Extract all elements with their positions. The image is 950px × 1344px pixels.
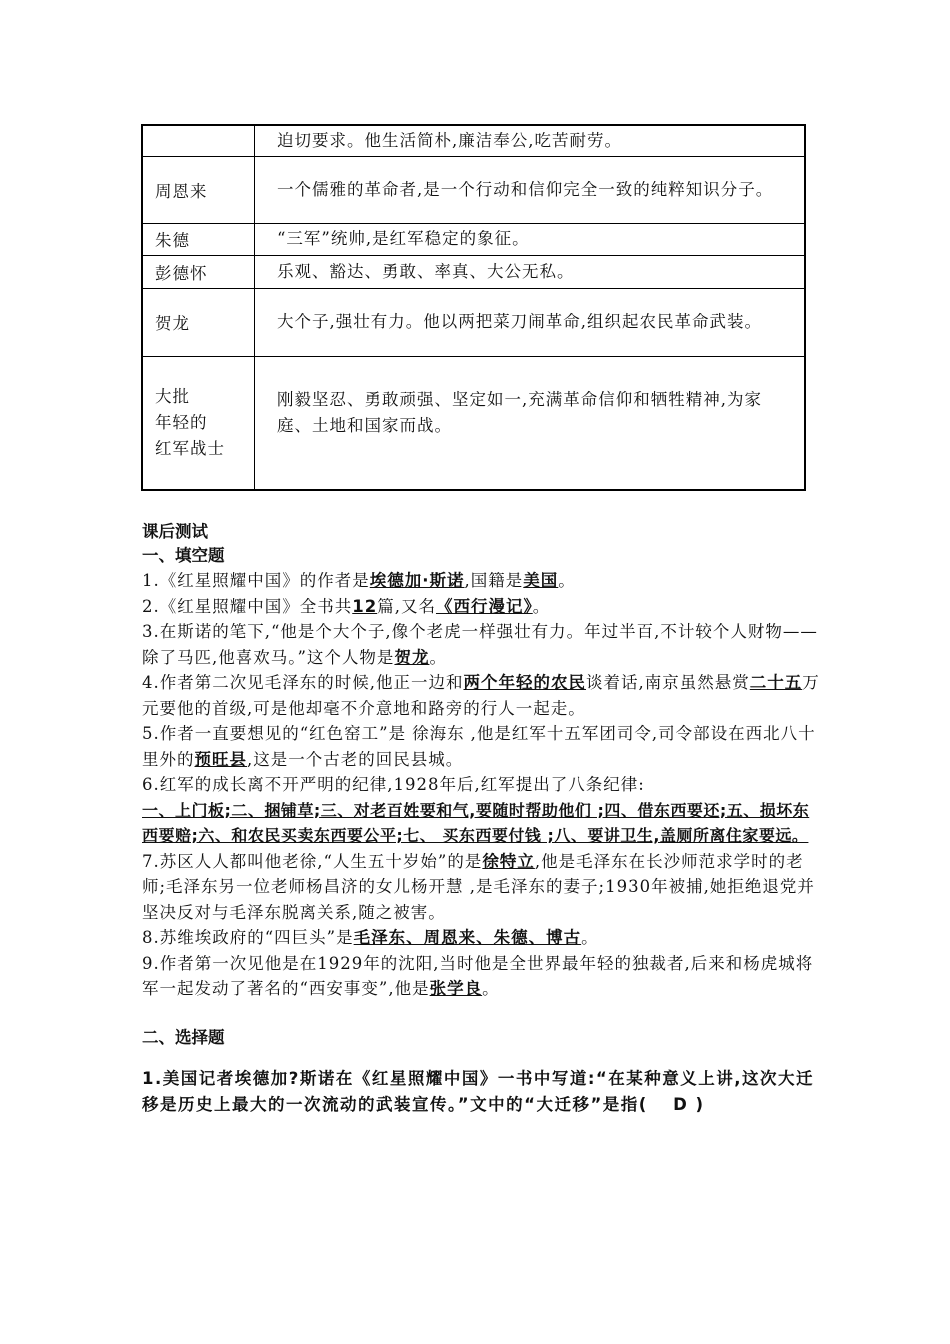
question-7: 7.苏区人人都叫他老徐,“人生五十岁始”的是徐特立,他是毛泽东在长沙师范求学时的老师;毛泽东另一位老师杨昌济的女儿杨开慧 ,是毛泽东的妻子;1930年被捕,她拒绝退党并坚决反对与毛泽东脱离关系,随之被害。	[142, 851, 815, 922]
table-row	[142, 255, 805, 288]
character-name: 彭德怀	[142, 255, 255, 288]
answer: 徐海东	[412, 724, 465, 743]
character-description: “三军”统帅,是红军稳定的象征。	[255, 223, 806, 255]
answer: 毛泽东、周恩来、朱德、博古	[353, 928, 582, 947]
table-row	[142, 288, 805, 356]
question-1: 1.《红星照耀中国》的作者是埃德加·斯诺,国籍是美国。	[142, 571, 576, 590]
question-5: 5.作者一直要想见的“红色窑工”是 徐海东 ,他是红军十五军团司令,司令部设在西北八十里外的预旺县,这是一个古老的回民县城。	[142, 724, 816, 769]
question-9: 9.作者第一次见他是在1929年的沈阳,当时他是全世界最年轻的独裁者,后来和杨虎城将军一起发动了著名的“西安事变”,他是张学良。	[142, 953, 814, 998]
question-6: 6.红军的成长离不开严明的纪律,1928年后,红军提出了八条纪律:	[142, 775, 645, 794]
character-name: 贺龙	[142, 288, 255, 356]
table-row	[142, 356, 805, 490]
answer: 贺龙	[394, 647, 430, 667]
table-row	[142, 156, 805, 223]
answer-eight-rules: 一、上门板;二、捆铺草;三、对老百姓要和气,要随时帮助他们 ;四、借东西要还;五、损坏东西要赔;六、和农民买卖东西要公平;七、 买东西要付钱 ;八、要讲卫生,盖厕所离住家要远。	[142, 800, 810, 845]
character-description: 迫切要求。他生活简朴,廉洁奉公,吃苦耐劳。	[255, 125, 806, 156]
table-row	[142, 125, 805, 156]
character-description: 刚毅坚忍、勇敢顽强、坚定如一,充满革命信仰和牺牲精神,为家庭、土地和国家而战。	[255, 356, 806, 490]
answer: 二十五	[749, 673, 803, 692]
character-name: 大批 年轻的 红军战士	[142, 356, 255, 490]
post-class-test	[142, 520, 822, 1134]
answer: 张学良	[429, 979, 483, 998]
character-table	[141, 124, 806, 491]
character-description: 一个儒雅的革命者,是一个行动和信仰完全一致的纯粹知识分子。	[255, 156, 806, 223]
question-2: 2.《红星照耀中国》全书共12篇,又名《西行漫记》。	[142, 596, 551, 616]
character-name: 朱德	[142, 223, 255, 255]
answer: 徐特立	[482, 851, 535, 871]
section-fill-in-blank: 一、填空题	[142, 546, 225, 565]
answer: 美国	[523, 571, 559, 590]
character-name: 周恩来	[142, 156, 255, 223]
answer: 两个年轻的农民	[463, 673, 586, 692]
mc-question-1: 1.美国记者埃德加?斯诺在《红星照耀中国》一书中写道:“在某种意义上讲,这次大迁移是历史上最大的一次流动的武装宣传。”文中的“大迁移”是指( D )	[142, 1069, 815, 1114]
question-8: 8.苏维埃政府的“四巨头”是毛泽东、周恩来、朱德、博古。	[142, 928, 599, 947]
section-multiple-choice: 二、选择题	[142, 1027, 225, 1047]
character-name	[142, 125, 255, 156]
question-3: 3.在斯诺的笔下,“他是个大个子,像个老虎一样强壮有力。年过半百,不计较个人财物——除了马匹,他喜欢马。”这个人物是贺龙。	[142, 622, 818, 667]
table-row	[142, 223, 805, 255]
answer: 12	[352, 596, 378, 616]
answer: 预旺县	[194, 749, 247, 769]
character-description: 大个子,强壮有力。他以两把菜刀闹革命,组织起农民革命武装。	[255, 288, 806, 356]
character-description: 乐观、豁达、勇敢、率真、大公无私。	[255, 255, 806, 288]
answer: 埃德加·斯诺	[369, 571, 465, 590]
test-title: 课后测试	[142, 522, 208, 541]
answer: 《西行漫记》	[435, 596, 533, 616]
question-4: 4.作者第二次见毛泽东的时候,他正一边和两个年轻的农民谈着话,南京虽然悬赏二十五万元要他的首级,可是他却毫不介意地和路旁的行人一起走。	[142, 673, 820, 718]
